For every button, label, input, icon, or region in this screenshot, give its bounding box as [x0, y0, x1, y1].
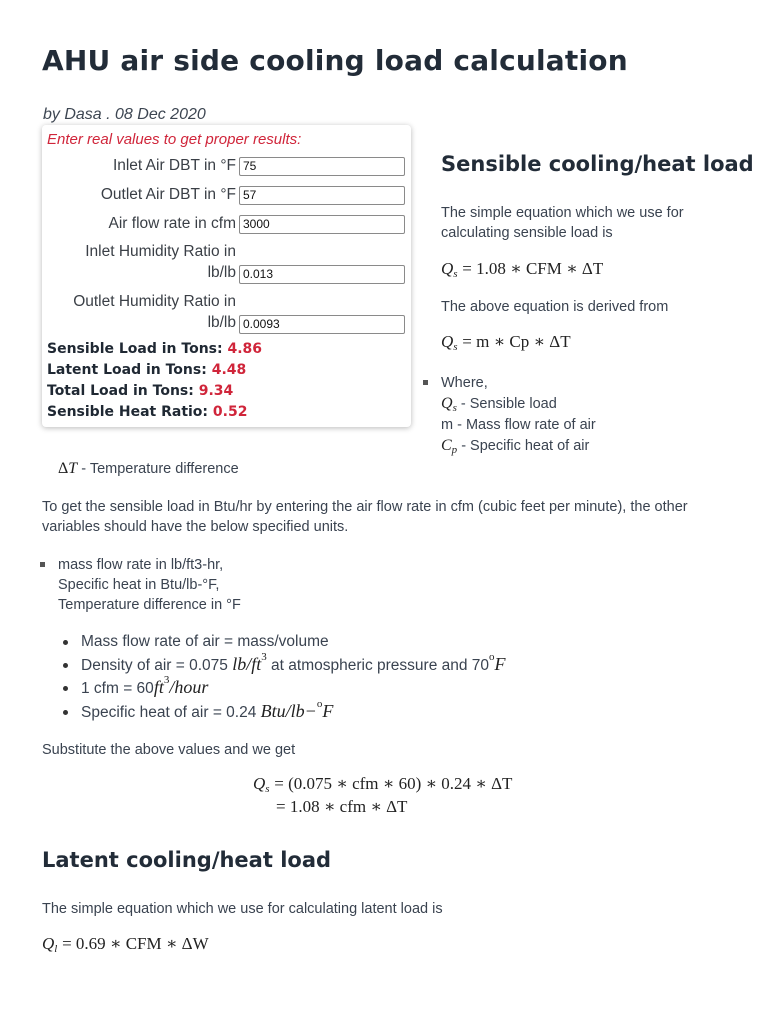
where-item-m: m - Mass flow rate of air	[441, 417, 596, 433]
result-latent-load	[47, 362, 246, 378]
result-value: 9.34	[198, 383, 234, 399]
equation-text: = 1.08 ∗ CFM ∗ ΔT	[462, 259, 604, 278]
equation-text: = 1.08 ∗ cfm ∗ ΔT	[276, 797, 408, 816]
where-label: Where,	[441, 375, 488, 391]
where-item-qs: $Q_s$ - Sensible load	[441, 395, 557, 414]
inlet-dbt-input[interactable]: 75	[239, 157, 405, 176]
bullet-item: Mass flow rate of air = mass/volume	[81, 633, 329, 650]
result-sensible-load	[47, 341, 262, 357]
substituted-equation-line1: Qs = (0.075 ∗ cfm ∗ 60) ∗ 0.24 ∗ ΔT	[253, 774, 513, 795]
result-value: 0.52	[212, 404, 248, 420]
bullet-icon	[63, 640, 68, 645]
field-label-unit: lb/lb	[207, 264, 236, 281]
airflow-input[interactable]: 3000	[239, 215, 405, 234]
bullet-text: Specific heat of air = 0.24	[81, 704, 257, 721]
substitute-text: Substitute the above values and we get	[42, 742, 296, 758]
equation-text: = m ∗ Cp ∗ ΔT	[462, 332, 571, 351]
equation-text: = (0.075 ∗ cfm ∗ 60) ∗ 0.24 ∗ ΔT	[274, 774, 513, 793]
field-label: Outlet Air DBT in °F	[100, 186, 236, 203]
sensible-heading: Sensible cooling/heat load	[441, 152, 754, 176]
calculator-note: Enter real values to get proper results:	[47, 131, 302, 148]
square-bullet-icon	[40, 562, 45, 567]
bullet-icon	[63, 663, 68, 668]
units-paragraph-line2: variables should have the below specified units.	[42, 519, 349, 535]
units-paragraph-line1: To get the sensible load in Btu/hr by entering the air flow rate in cfm (cubic feet per minute), the other	[42, 499, 688, 515]
result-value: 4.48	[211, 362, 247, 378]
delta-t-text: - Temperature difference	[77, 461, 239, 477]
bullet-icon	[63, 710, 68, 715]
result-label: Sensible Load in Tons:	[47, 341, 223, 357]
unit-item: mass flow rate in lb/ft3-hr,	[58, 557, 224, 573]
outlet-dbt-input[interactable]: 57	[239, 186, 405, 205]
latent-heading: Latent cooling/heat load	[42, 848, 332, 872]
sensible-equation: Qs = 1.08 ∗ CFM ∗ ΔT	[441, 259, 604, 280]
inlet-humidity-input[interactable]: 0.013	[239, 265, 405, 284]
unit-item: Specific heat in Btu/lb-°F,	[58, 577, 220, 593]
result-label: Latent Load in Tons:	[47, 362, 207, 378]
result-label: Sensible Heat Ratio:	[47, 404, 209, 420]
sensible-intro-line2: calculating sensible load is	[441, 225, 613, 241]
equation-text: = 0.69 ∗ CFM ∗ ΔW	[62, 934, 209, 953]
field-label: Inlet Air DBT in °F	[112, 157, 236, 174]
result-shr	[47, 404, 247, 420]
field-label: Outlet Humidity Ratio in	[73, 293, 236, 310]
where-item-cp: $C_p$ - Specific heat of air	[441, 437, 590, 456]
derived-text: The above equation is derived from	[441, 299, 669, 315]
latent-intro: The simple equation which we use for calculating latent load is	[42, 901, 443, 917]
result-total-load	[47, 383, 233, 399]
byline: by Dasa . 08 Dec 2020	[43, 106, 206, 123]
bullet-text: 1 cfm = 60	[81, 680, 154, 697]
result-value: 4.86	[227, 341, 263, 357]
where-item-text: - Sensible load	[456, 396, 557, 412]
result-label: Total Load in Tons:	[47, 383, 194, 399]
bullet-icon	[63, 686, 68, 691]
field-label: Air flow rate in cfm	[108, 215, 236, 232]
outlet-humidity-input[interactable]: 0.0093	[239, 315, 405, 334]
bullet-item-specific-heat: Specific heat of air = 0.24 Btu/lb−$^o$F	[81, 698, 334, 721]
where-item-text: - Specific heat of air	[457, 438, 590, 454]
unit-item: Temperature difference in °F	[58, 597, 241, 613]
page-title: AHU air side cooling load calculation	[42, 44, 628, 77]
bullet-text: Density of air = 0.075	[81, 657, 228, 674]
field-label-unit: lb/lb	[207, 314, 236, 331]
bullet-item-cfm: 1 cfm = $60ft^3$/hour	[81, 674, 209, 697]
latent-equation: Ql = 0.69 ∗ CFM ∗ ΔW	[42, 934, 209, 955]
field-label: Inlet Humidity Ratio in	[85, 243, 236, 260]
calculator-card	[42, 125, 411, 427]
bullet-text: at atmospheric pressure and 70	[271, 657, 490, 674]
square-bullet-icon	[423, 380, 428, 385]
delta-t-definition: ΔT - Temperature difference	[58, 460, 239, 477]
bullet-item-density: Density of air = 0.075 $lb/ft^3$ at atmospheric pressure and 70$^o$F	[81, 651, 506, 674]
derived-equation: Qs = m ∗ Cp ∗ ΔT	[441, 332, 571, 353]
sensible-intro-line1: The simple equation which we use for	[441, 205, 684, 221]
substituted-equation-line2	[276, 797, 407, 817]
